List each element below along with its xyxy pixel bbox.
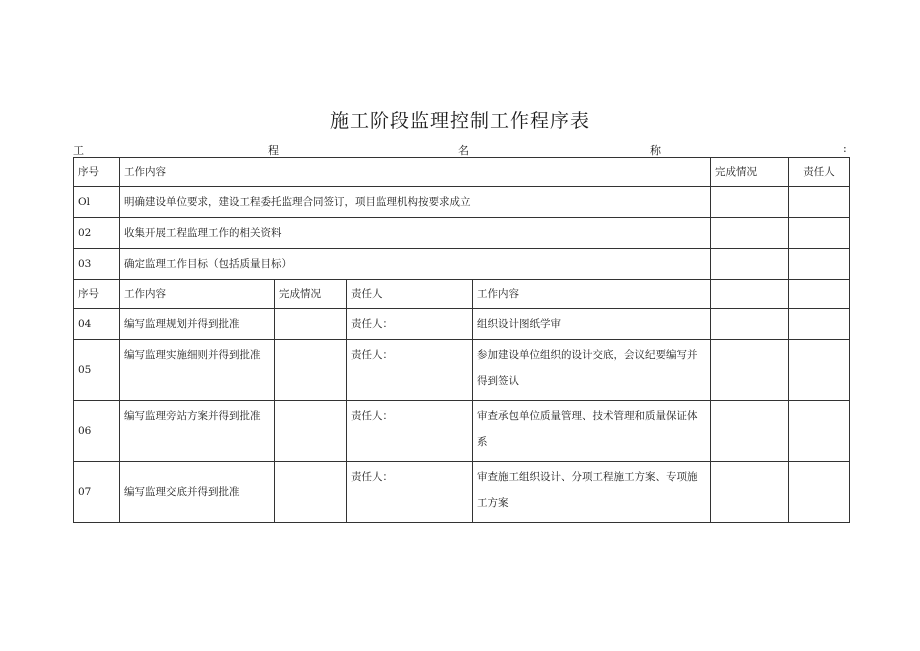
row-content: 收集开展工程监理工作的相关资料	[120, 218, 711, 249]
row-blank	[711, 401, 789, 462]
row-status	[275, 401, 347, 462]
row-content-2: 审查承包单位质量管理、技术管理和质量保证体系	[473, 401, 711, 462]
row-content: 编写监理规划并得到批准	[120, 309, 275, 340]
table-header-row-2	[74, 280, 850, 309]
header-seq: 序号	[74, 280, 120, 309]
row-content: 编写监理实施细则并得到批准	[120, 340, 275, 401]
header-blank	[789, 280, 850, 309]
row-seq: Ol	[74, 187, 120, 218]
header-content: 工作内容	[120, 280, 275, 309]
project-label-char-3: 名	[458, 144, 469, 157]
row-owner: 责任人：	[347, 309, 473, 340]
row-content-2: 组织设计图纸学审	[473, 309, 711, 340]
table-row	[74, 309, 850, 340]
row-blank	[711, 309, 789, 340]
project-name-line	[73, 142, 849, 158]
row-content-2: 参加建设单位组织的设计交底，会议纪要编写并得到签认	[473, 340, 711, 401]
row-content: 确定监理工作目标（包括质量目标）	[120, 249, 711, 280]
row-owner: 责任人：	[347, 340, 473, 401]
row-blank	[789, 340, 850, 401]
row-content: 编写监理旁站方案并得到批准	[120, 401, 275, 462]
header-status: 完成情况	[275, 280, 347, 309]
row-blank	[711, 340, 789, 401]
table-row	[74, 462, 850, 523]
row-seq: 05	[74, 340, 120, 401]
row-seq: 02	[74, 218, 120, 249]
row-owner	[789, 187, 850, 218]
row-status	[275, 340, 347, 401]
row-content: 编写监理交底并得到批准	[120, 462, 275, 523]
project-label-char-4: 称	[650, 144, 661, 157]
row-seq: 06	[74, 401, 120, 462]
row-status	[711, 249, 789, 280]
row-seq: 04	[74, 309, 120, 340]
header-content: 工作内容	[120, 158, 711, 187]
row-blank	[789, 309, 850, 340]
project-label-colon: :	[843, 142, 847, 155]
row-owner	[789, 249, 850, 280]
row-content: 明确建设单位要求，建设工程委托监理合同签订，项目监理机构按要求成立	[120, 187, 711, 218]
table-row	[74, 187, 850, 218]
table-row	[74, 218, 850, 249]
header-status: 完成情况	[711, 158, 789, 187]
row-owner	[789, 218, 850, 249]
row-status	[275, 309, 347, 340]
procedure-table	[73, 157, 850, 523]
row-blank	[789, 401, 850, 462]
table-row	[74, 249, 850, 280]
header-owner: 责任人	[789, 158, 850, 187]
table-row	[74, 340, 850, 401]
row-status	[711, 218, 789, 249]
row-status	[711, 187, 789, 218]
header-content-2: 工作内容	[473, 280, 711, 309]
header-owner: 责任人	[347, 280, 473, 309]
row-content-2: 审查施工组织设计、分项工程施工方案、专项施工方案	[473, 462, 711, 523]
header-seq: 序号	[74, 158, 120, 187]
row-blank	[789, 462, 850, 523]
row-blank	[711, 462, 789, 523]
table-header-row-1	[74, 158, 850, 187]
page-title: 施工阶段监理控制工作程序表	[329, 110, 590, 132]
project-label-char-2: 程	[268, 144, 279, 157]
row-owner: 责任人：	[347, 462, 473, 523]
table-row	[74, 401, 850, 462]
row-seq: 03	[74, 249, 120, 280]
project-label-char-1: 工	[73, 144, 84, 157]
row-owner: 责任人：	[347, 401, 473, 462]
header-blank	[711, 280, 789, 309]
row-seq: 07	[74, 462, 120, 523]
row-status	[275, 462, 347, 523]
